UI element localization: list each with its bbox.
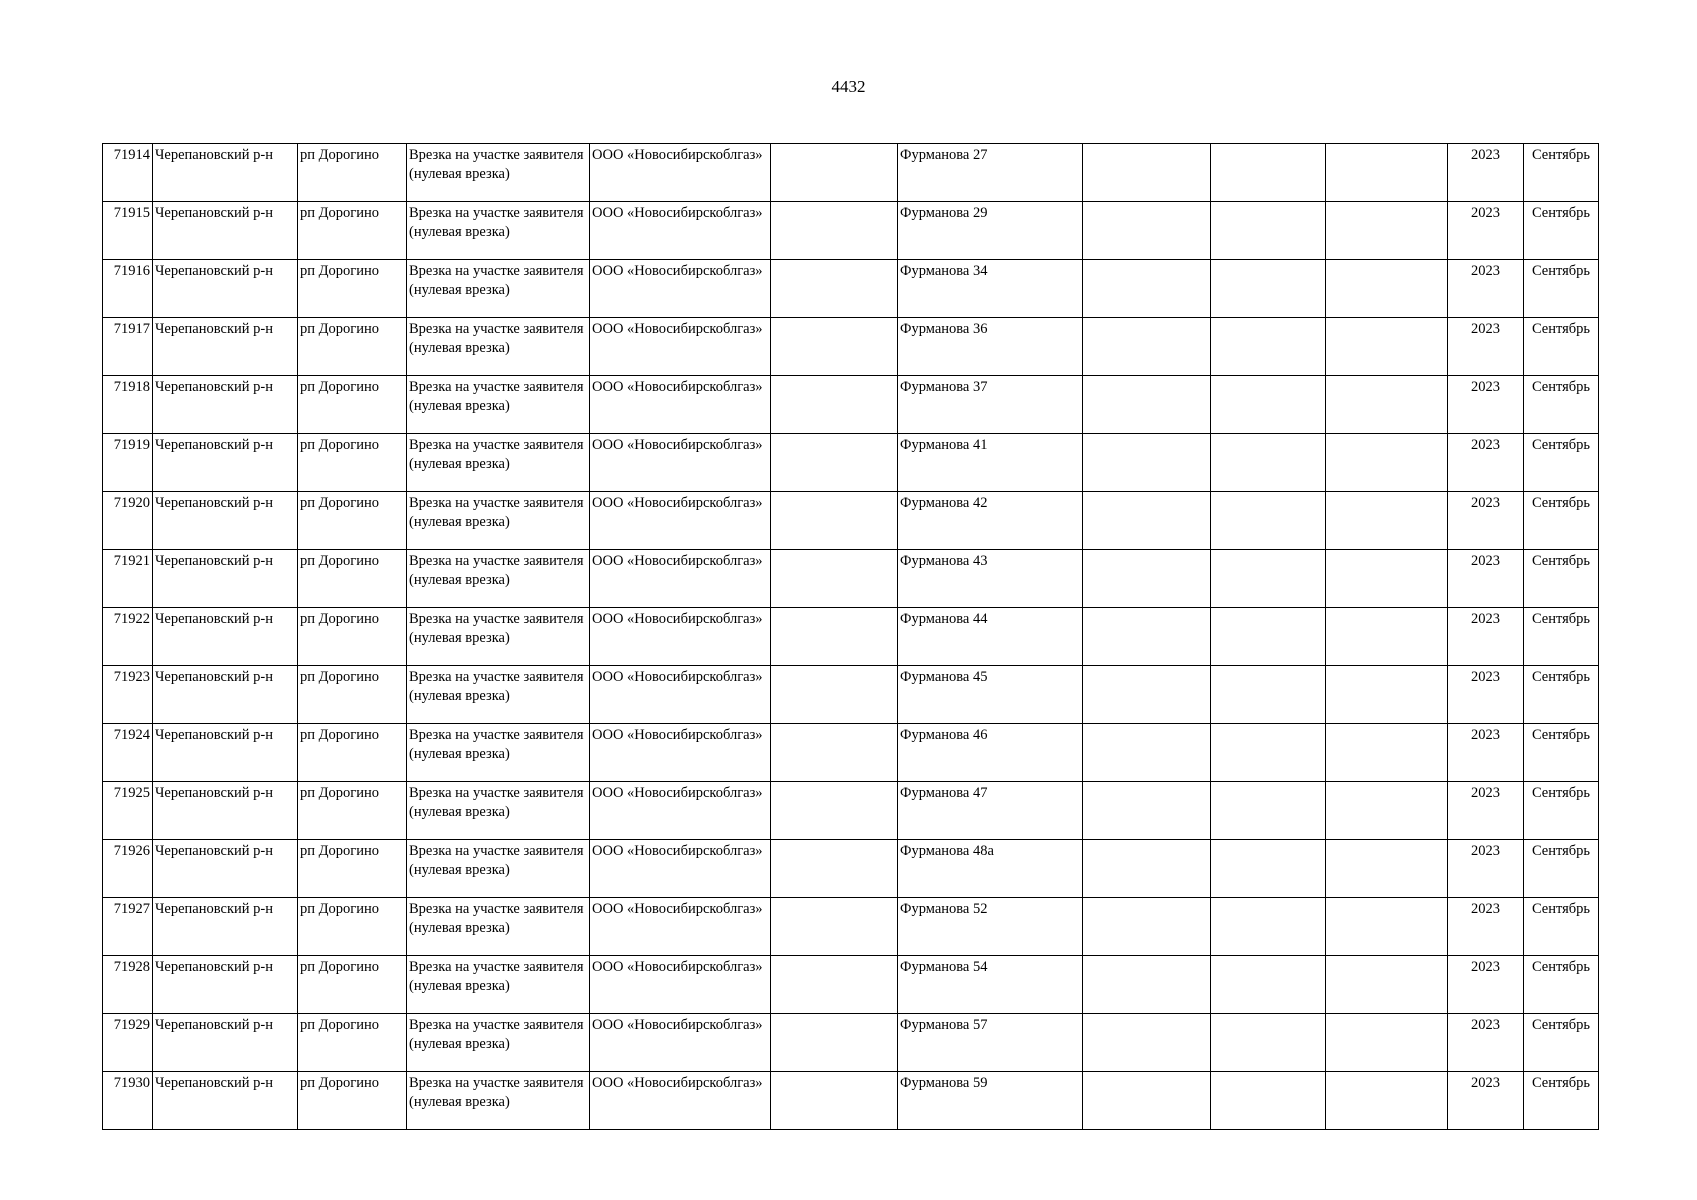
row-number: 71915 [103, 202, 153, 260]
settlement-cell: рп Дорогино [298, 202, 407, 260]
row-number: 71925 [103, 782, 153, 840]
empty-cell [1326, 376, 1448, 434]
organization-cell: ООО «Новосибирскоблгаз» [590, 492, 771, 550]
year-cell: 2023 [1448, 898, 1524, 956]
table-row [103, 260, 1599, 318]
district-cell: Черепановский р-н [153, 666, 298, 724]
address-cell: Фурманова 44 [898, 608, 1083, 666]
organization-cell: ООО «Новосибирскоблгаз» [590, 144, 771, 202]
address-cell: Фурманова 52 [898, 898, 1083, 956]
work-type-cell: Врезка на участке заявителя (нулевая врезка) [407, 608, 590, 666]
empty-cell [1326, 318, 1448, 376]
year-cell: 2023 [1448, 492, 1524, 550]
district-cell: Черепановский р-н [153, 840, 298, 898]
settlement-cell: рп Дорогино [298, 260, 407, 318]
empty-cell [1326, 608, 1448, 666]
district-cell: Черепановский р-н [153, 898, 298, 956]
row-number: 71927 [103, 898, 153, 956]
work-type-cell: Врезка на участке заявителя (нулевая врезка) [407, 318, 590, 376]
row-number: 71916 [103, 260, 153, 318]
empty-cell [1211, 144, 1326, 202]
empty-cell [1083, 898, 1211, 956]
settlement-cell: рп Дорогино [298, 898, 407, 956]
year-cell: 2023 [1448, 840, 1524, 898]
empty-cell [771, 724, 898, 782]
empty-cell [771, 840, 898, 898]
year-cell: 2023 [1448, 666, 1524, 724]
empty-cell [1211, 260, 1326, 318]
empty-cell [771, 318, 898, 376]
empty-cell [1083, 144, 1211, 202]
address-cell: Фурманова 27 [898, 144, 1083, 202]
year-cell: 2023 [1448, 956, 1524, 1014]
year-cell: 2023 [1448, 376, 1524, 434]
empty-cell [1211, 318, 1326, 376]
empty-cell [1326, 202, 1448, 260]
empty-cell [1083, 840, 1211, 898]
address-cell: Фурманова 47 [898, 782, 1083, 840]
empty-cell [1083, 956, 1211, 1014]
row-number: 71929 [103, 1014, 153, 1072]
organization-cell: ООО «Новосибирскоблгаз» [590, 550, 771, 608]
work-type-cell: Врезка на участке заявителя (нулевая врезка) [407, 434, 590, 492]
month-cell: Сентябрь [1524, 956, 1599, 1014]
month-cell: Сентябрь [1524, 318, 1599, 376]
empty-cell [1326, 1014, 1448, 1072]
district-cell: Черепановский р-н [153, 608, 298, 666]
page-number: 4432 [831, 77, 866, 96]
row-number: 71928 [103, 956, 153, 1014]
month-cell: Сентябрь [1524, 376, 1599, 434]
district-cell: Черепановский р-н [153, 550, 298, 608]
year-cell: 2023 [1448, 1072, 1524, 1130]
district-cell: Черепановский р-н [153, 376, 298, 434]
empty-cell [1083, 724, 1211, 782]
work-type-cell: Врезка на участке заявителя (нулевая врезка) [407, 202, 590, 260]
row-number: 71921 [103, 550, 153, 608]
settlement-cell: рп Дорогино [298, 1072, 407, 1130]
district-cell: Черепановский р-н [153, 492, 298, 550]
empty-cell [1083, 492, 1211, 550]
year-cell: 2023 [1448, 434, 1524, 492]
address-cell: Фурманова 43 [898, 550, 1083, 608]
empty-cell [1326, 550, 1448, 608]
month-cell: Сентябрь [1524, 608, 1599, 666]
organization-cell: ООО «Новосибирскоблгаз» [590, 376, 771, 434]
year-cell: 2023 [1448, 608, 1524, 666]
empty-cell [1211, 666, 1326, 724]
empty-cell [1326, 1072, 1448, 1130]
district-cell: Черепановский р-н [153, 144, 298, 202]
empty-cell [1083, 1014, 1211, 1072]
empty-cell [1083, 666, 1211, 724]
empty-cell [1326, 492, 1448, 550]
address-cell: Фурманова 41 [898, 434, 1083, 492]
settlement-cell: рп Дорогино [298, 376, 407, 434]
organization-cell: ООО «Новосибирскоблгаз» [590, 608, 771, 666]
empty-cell [1211, 608, 1326, 666]
month-cell: Сентябрь [1524, 666, 1599, 724]
work-type-cell: Врезка на участке заявителя (нулевая врезка) [407, 956, 590, 1014]
district-cell: Черепановский р-н [153, 318, 298, 376]
month-cell: Сентябрь [1524, 1072, 1599, 1130]
empty-cell [1211, 724, 1326, 782]
empty-cell [1211, 1014, 1326, 1072]
address-cell: Фурманова 45 [898, 666, 1083, 724]
table-row [103, 898, 1599, 956]
empty-cell [771, 1014, 898, 1072]
empty-cell [1083, 782, 1211, 840]
year-cell: 2023 [1448, 724, 1524, 782]
year-cell: 2023 [1448, 318, 1524, 376]
organization-cell: ООО «Новосибирскоблгаз» [590, 1072, 771, 1130]
address-cell: Фурманова 36 [898, 318, 1083, 376]
organization-cell: ООО «Новосибирскоблгаз» [590, 434, 771, 492]
organization-cell: ООО «Новосибирскоблгаз» [590, 666, 771, 724]
empty-cell [1326, 434, 1448, 492]
settlement-cell: рп Дорогино [298, 144, 407, 202]
table-row [103, 1072, 1599, 1130]
work-type-cell: Врезка на участке заявителя (нулевая врезка) [407, 840, 590, 898]
organization-cell: ООО «Новосибирскоблгаз» [590, 202, 771, 260]
work-type-cell: Врезка на участке заявителя (нулевая врезка) [407, 666, 590, 724]
address-cell: Фурманова 29 [898, 202, 1083, 260]
work-type-cell: Врезка на участке заявителя (нулевая врезка) [407, 782, 590, 840]
address-cell: Фурманова 48а [898, 840, 1083, 898]
settlement-cell: рп Дорогино [298, 956, 407, 1014]
work-type-cell: Врезка на участке заявителя (нулевая врезка) [407, 1014, 590, 1072]
month-cell: Сентябрь [1524, 782, 1599, 840]
month-cell: Сентябрь [1524, 492, 1599, 550]
empty-cell [1211, 550, 1326, 608]
organization-cell: ООО «Новосибирскоблгаз» [590, 956, 771, 1014]
work-type-cell: Врезка на участке заявителя (нулевая врезка) [407, 898, 590, 956]
settlement-cell: рп Дорогино [298, 434, 407, 492]
address-cell: Фурманова 59 [898, 1072, 1083, 1130]
month-cell: Сентябрь [1524, 260, 1599, 318]
empty-cell [1326, 898, 1448, 956]
settlement-cell: рп Дорогино [298, 666, 407, 724]
settlement-cell: рп Дорогино [298, 492, 407, 550]
empty-cell [771, 492, 898, 550]
address-cell: Фурманова 46 [898, 724, 1083, 782]
empty-cell [771, 608, 898, 666]
table-row [103, 1014, 1599, 1072]
table-row [103, 666, 1599, 724]
organization-cell: ООО «Новосибирскоблгаз» [590, 898, 771, 956]
empty-cell [1326, 144, 1448, 202]
empty-cell [1083, 318, 1211, 376]
empty-cell [771, 956, 898, 1014]
table-row [103, 724, 1599, 782]
empty-cell [1211, 1072, 1326, 1130]
row-number: 71919 [103, 434, 153, 492]
row-number: 71930 [103, 1072, 153, 1130]
table-row [103, 956, 1599, 1014]
settlement-cell: рп Дорогино [298, 782, 407, 840]
empty-cell [1083, 260, 1211, 318]
district-cell: Черепановский р-н [153, 434, 298, 492]
empty-cell [1211, 202, 1326, 260]
row-number: 71926 [103, 840, 153, 898]
row-number: 71924 [103, 724, 153, 782]
address-cell: Фурманова 34 [898, 260, 1083, 318]
row-number: 71918 [103, 376, 153, 434]
work-type-cell: Врезка на участке заявителя (нулевая врезка) [407, 260, 590, 318]
organization-cell: ООО «Новосибирскоблгаз» [590, 1014, 771, 1072]
empty-cell [1326, 956, 1448, 1014]
row-number: 71922 [103, 608, 153, 666]
table-row [103, 434, 1599, 492]
work-type-cell: Врезка на участке заявителя (нулевая врезка) [407, 492, 590, 550]
district-cell: Черепановский р-н [153, 724, 298, 782]
empty-cell [771, 434, 898, 492]
organization-cell: ООО «Новосибирскоблгаз» [590, 260, 771, 318]
empty-cell [771, 898, 898, 956]
district-cell: Черепановский р-н [153, 782, 298, 840]
empty-cell [1211, 782, 1326, 840]
month-cell: Сентябрь [1524, 898, 1599, 956]
empty-cell [1083, 376, 1211, 434]
table-row [103, 144, 1599, 202]
empty-cell [1211, 492, 1326, 550]
empty-cell [1211, 840, 1326, 898]
empty-cell [1326, 724, 1448, 782]
month-cell: Сентябрь [1524, 550, 1599, 608]
register-body [103, 144, 1599, 1130]
work-type-cell: Врезка на участке заявителя (нулевая врезка) [407, 550, 590, 608]
work-type-cell: Врезка на участке заявителя (нулевая врезка) [407, 1072, 590, 1130]
empty-cell [771, 376, 898, 434]
organization-cell: ООО «Новосибирскоблгаз» [590, 840, 771, 898]
empty-cell [771, 260, 898, 318]
row-number: 71917 [103, 318, 153, 376]
empty-cell [1211, 956, 1326, 1014]
settlement-cell: рп Дорогино [298, 724, 407, 782]
year-cell: 2023 [1448, 782, 1524, 840]
month-cell: Сентябрь [1524, 434, 1599, 492]
year-cell: 2023 [1448, 202, 1524, 260]
district-cell: Черепановский р-н [153, 260, 298, 318]
settlement-cell: рп Дорогино [298, 318, 407, 376]
table-row [103, 376, 1599, 434]
table-row [103, 492, 1599, 550]
empty-cell [771, 144, 898, 202]
empty-cell [771, 1072, 898, 1130]
empty-cell [1211, 898, 1326, 956]
organization-cell: ООО «Новосибирскоблгаз» [590, 318, 771, 376]
empty-cell [1326, 840, 1448, 898]
row-number: 71914 [103, 144, 153, 202]
empty-cell [1083, 1072, 1211, 1130]
address-cell: Фурманова 37 [898, 376, 1083, 434]
table-row [103, 202, 1599, 260]
row-number: 71920 [103, 492, 153, 550]
month-cell: Сентябрь [1524, 1014, 1599, 1072]
empty-cell [1211, 434, 1326, 492]
address-cell: Фурманова 54 [898, 956, 1083, 1014]
register-table [102, 143, 1599, 1130]
empty-cell [1083, 434, 1211, 492]
month-cell: Сентябрь [1524, 724, 1599, 782]
address-cell: Фурманова 42 [898, 492, 1083, 550]
work-type-cell: Врезка на участке заявителя (нулевая врезка) [407, 376, 590, 434]
month-cell: Сентябрь [1524, 144, 1599, 202]
district-cell: Черепановский р-н [153, 202, 298, 260]
empty-cell [771, 666, 898, 724]
month-cell: Сентябрь [1524, 840, 1599, 898]
empty-cell [771, 202, 898, 260]
empty-cell [1083, 202, 1211, 260]
settlement-cell: рп Дорогино [298, 840, 407, 898]
table-row [103, 318, 1599, 376]
table-row [103, 550, 1599, 608]
work-type-cell: Врезка на участке заявителя (нулевая врезка) [407, 144, 590, 202]
table-row [103, 608, 1599, 666]
table-row [103, 840, 1599, 898]
empty-cell [771, 550, 898, 608]
year-cell: 2023 [1448, 260, 1524, 318]
month-cell: Сентябрь [1524, 202, 1599, 260]
year-cell: 2023 [1448, 1014, 1524, 1072]
empty-cell [771, 782, 898, 840]
work-type-cell: Врезка на участке заявителя (нулевая врезка) [407, 724, 590, 782]
settlement-cell: рп Дорогино [298, 608, 407, 666]
settlement-cell: рп Дорогино [298, 1014, 407, 1072]
empty-cell [1326, 260, 1448, 318]
year-cell: 2023 [1448, 144, 1524, 202]
empty-cell [1326, 782, 1448, 840]
empty-cell [1326, 666, 1448, 724]
address-cell: Фурманова 57 [898, 1014, 1083, 1072]
district-cell: Черепановский р-н [153, 956, 298, 1014]
district-cell: Черепановский р-н [153, 1014, 298, 1072]
organization-cell: ООО «Новосибирскоблгаз» [590, 782, 771, 840]
organization-cell: ООО «Новосибирскоблгаз» [590, 724, 771, 782]
row-number: 71923 [103, 666, 153, 724]
table-row [103, 782, 1599, 840]
empty-cell [1083, 550, 1211, 608]
district-cell: Черепановский р-н [153, 1072, 298, 1130]
empty-cell [1083, 608, 1211, 666]
empty-cell [1211, 376, 1326, 434]
year-cell: 2023 [1448, 550, 1524, 608]
settlement-cell: рп Дорогино [298, 550, 407, 608]
